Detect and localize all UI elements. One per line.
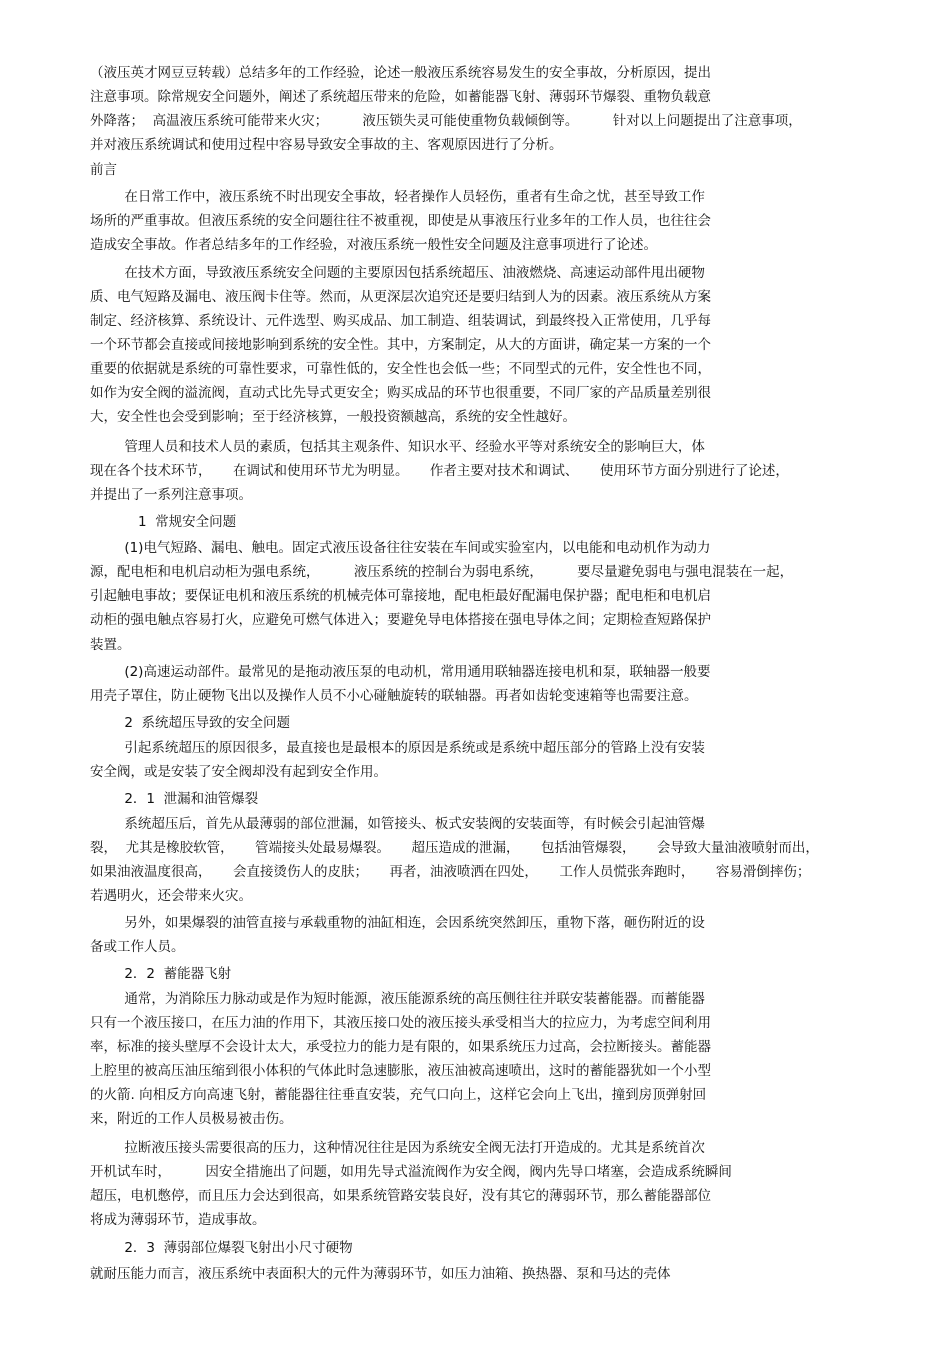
s21-p1-line-3: 如果油液温度很高， 会直接烫伤人的皮肤； 再者，油液喷洒在四处， 工作人员慌张奔跑时， 容易滑倒摔伤；	[90, 864, 811, 880]
s1-p1-line-4: 动柜的强电触点容易打火，应避免可燃气体进入；要避免导电体搭接在强电导体之间；定期检查短路保护	[90, 612, 711, 628]
intro-p1-line-1: 在日常工作中，液压系统不时出现安全事故，轻者操作人员轻伤，重者有生命之忧，甚至导致工作	[90, 189, 705, 205]
s22-p1-line-1: 通常，为消除压力脉动或是作为短时能源，液压能源系统的高压侧往往并联安装蓄能器。而蓄能器	[90, 991, 705, 1007]
s23-p1-line-1: 就耐压能力而言，液压系统中表面积大的元件为薄弱环节，如压力油箱、换热器、泵和马达的壳体	[90, 1266, 671, 1282]
s22-p1-line-6: 来，附近的工作人员极易被击伤。	[90, 1111, 293, 1127]
s1-p1-line-2: 源，配电柜和电机启动柜为强电系统， 液压系统的控制台为弱电系统， 要尽量避免弱电与强电混装在一起，	[90, 564, 794, 580]
intro-p2-line-4: 一个环节都会直接或间接地影响到系统的安全性。其中，方案制定，从大的方面讲，确定某一方案的一个	[90, 337, 711, 353]
s22-p1-line-2: 只有一个液压接口，在压力油的作用下，其液压接口处的液压接头承受相当大的拉应力，为考虑空间利用	[90, 1015, 711, 1031]
s21-p1-line-1: 系统超压后，首先从最薄弱的部位泄漏，如管接头、板式安装阀的安装面等，有时候会引起油管爆	[90, 816, 705, 832]
section-2-3-heading: 2．3 薄弱部位爆裂飞射出小尺寸硬物	[90, 1240, 353, 1256]
s22-p2-line-2: 开机试车时， 因安全措施出了问题，如用先导式溢流阀作为安全阀，阀内先导口堵塞，会造成系统瞬间	[90, 1164, 732, 1180]
s22-p1-line-4: 上腔里的被高压油压缩到很小体积的气体此时急速膨胀，液压油被高速喷出，这时的蓄能器犹如一个小型	[90, 1063, 711, 1079]
s1-p2-line-2: 用壳子罩住，防止硬物飞出以及操作人员不小心碰触旋转的联轴器。再者如齿轮变速箱等也需要注意。	[90, 688, 698, 704]
abstract-line-3: 外降落； 高温液压系统可能带来火灾； 液压锁失灵可能使重物负载倾倒等。 针对以上问题提出了注意事项，	[90, 113, 802, 129]
s1-p1-line-3: 引起触电事故；要保证电机和液压系统的机械壳体可靠接地，配电柜最好配漏电保护器；配电柜和电机启	[90, 588, 711, 604]
s1-p2-line-1: (2)高速运动部件。最常见的是拖动液压泵的电动机，常用通用联轴器连接电机和泵，联轴器一般要	[90, 664, 711, 680]
s22-p1-line-5: 的火箭. 向相反方向高速飞射，蓄能器往往垂直安装，充气口向上，这样它会向上飞出，撞到房顶弹射回	[90, 1087, 707, 1103]
intro-p2-line-2: 质、电气短路及漏电、液压阀卡住等。然而，从更深层次追究还是要归结到人为的因素。液压系统从方案	[90, 289, 711, 305]
intro-p2-line-1: 在技术方面，导致液压系统安全问题的主要原因包括系统超压、油液燃烧、高速运动部件甩出硬物	[90, 265, 705, 281]
preface-heading: 前言	[90, 162, 117, 178]
s2-p1-line-2: 安全阀，或是安装了安全阀却没有起到安全作用。	[90, 764, 387, 780]
intro-p1-line-2: 场所的严重事故。但液压系统的安全问题往往不被重视，即使是从事液压行业多年的工作人员，也往往会	[90, 213, 711, 229]
abstract-line-4: 并对液压系统调试和使用过程中容易导致安全事故的主、客观原因进行了分析。	[90, 137, 563, 153]
s22-p2-line-4: 将成为薄弱环节，造成事故。	[90, 1212, 266, 1228]
s21-p1-line-4: 若遇明火，还会带来火灾。	[90, 888, 252, 904]
section-2-2-heading: 2．2 蓄能器飞射	[90, 966, 232, 982]
s21-p2-line-2: 备或工作人员。	[90, 939, 185, 955]
s1-p1-line-5: 装置。	[90, 637, 131, 653]
s22-p2-line-3: 超压，电机憋停，而且压力会达到很高，如果系统管路安装良好，没有其它的薄弱环节，那么蓄能器部位	[90, 1188, 711, 1204]
s1-p1-line-1: (1)电气短路、漏电、触电。固定式液压设备往往安装在车间或实验室内，以电能和电动机作为动力	[90, 540, 711, 556]
intro-p3-line-2: 现在各个技术环节， 在调试和使用环节尤为明显。 作者主要对技术和调试、 使用环节方面分别进行了论述，	[90, 463, 789, 479]
intro-p3-line-3: 并提出了一系列注意事项。	[90, 487, 252, 503]
s22-p1-line-3: 率，标准的接头壁厚不会设计太大，承受拉力的能力是有限的，如果系统压力过高，会拉断接头。蓄能器	[90, 1039, 711, 1055]
s21-p1-line-2: 裂， 尤其是橡胶软管， 管端接头处最易爆裂。 超压造成的泄漏， 包括油管爆裂， 会导致大量油液喷射而出，	[90, 840, 819, 856]
intro-p2-line-3: 制定、经济核算、系统设计、元件选型、购买成品、加工制造、组装调试，到最终投入正常使用，几乎每	[90, 313, 711, 329]
intro-p2-line-7: 大，安全性也会受到影响；至于经济核算，一般投资额越高，系统的安全性越好。	[90, 409, 576, 425]
s22-p2-line-1: 拉断液压接头需要很高的压力，这种情况往往是因为系统安全阀无法打开造成的。尤其是系统首次	[90, 1140, 705, 1156]
section-2-heading: 2 系统超压导致的安全问题	[90, 715, 291, 731]
section-1-heading: 1 常规安全问题	[138, 514, 237, 530]
intro-p2-line-6: 如作为安全阀的溢流阀，直动式比先导式更安全；购买成品的环节也很重要，不同厂家的产品质量差别很	[90, 385, 711, 401]
abstract-line-1: （液压英才网豆豆转载）总结多年的工作经验，论述一般液压系统容易发生的安全事故，分析原因，提出	[90, 65, 711, 81]
intro-p3-line-1: 管理人员和技术人员的素质，包括其主观条件、知识水平、经验水平等对系统安全的影响巨大，体	[90, 439, 705, 455]
s21-p2-line-1: 另外，如果爆裂的油管直接与承载重物的油缸相连，会因系统突然卸压，重物下落，砸伤附近的设	[90, 915, 705, 931]
intro-p1-line-3: 造成安全事故。作者总结多年的工作经验，对液压系统一般性安全问题及注意事项进行了论述。	[90, 237, 657, 253]
intro-p2-line-5: 重要的依据就是系统的可靠性要求，可靠性低的，安全性也会低一些；不同型式的元件，安全性也不同，	[90, 361, 711, 377]
section-2-1-heading: 2．1 泄漏和油管爆裂	[90, 791, 259, 807]
s2-p1-line-1: 引起系统超压的原因很多，最直接也是最根本的原因是系统或是系统中超压部分的管路上没有安装	[90, 740, 705, 756]
abstract-line-2: 注意事项。除常规安全问题外，阐述了系统超压带来的危险，如蓄能器飞射、薄弱环节爆裂、重物负载意	[90, 89, 711, 105]
